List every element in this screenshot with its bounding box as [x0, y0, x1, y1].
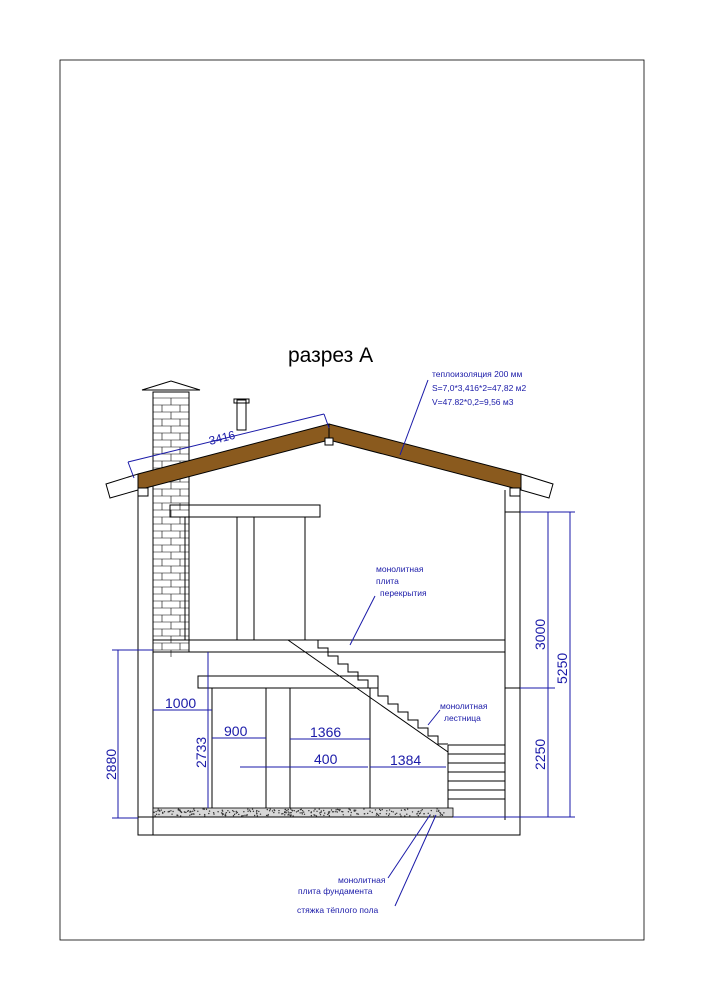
vent-pipe [234, 399, 249, 430]
note-insulation-3: V=47.82*0,2=9,56 м3 [432, 397, 514, 407]
note-foundation-1: монолитная [338, 875, 386, 885]
dim-room-width: 1366 [310, 724, 342, 740]
dim-lower-height: 2250 [532, 738, 548, 770]
dim-upper-height: 3000 [532, 618, 548, 650]
roof-insulation-right [329, 424, 521, 490]
dim-left-height: 2880 [103, 748, 119, 780]
note-slab-1: монолитная [376, 564, 424, 574]
note-foundation-2: плита фундамента [298, 886, 373, 896]
chimney [142, 381, 200, 657]
dim-door-width: 900 [224, 723, 248, 739]
dim-total-height: 5250 [554, 652, 570, 684]
note-slab-3: перекрытия [380, 588, 427, 598]
dim-left-gap: 1000 [165, 695, 197, 711]
dim-stair-width: 1384 [390, 752, 422, 768]
note-screed: стяжка тёплого пола [297, 905, 379, 915]
note-stair-2: лестница [444, 713, 481, 723]
note-insulation-2: S=7,0*3,416*2=47,82 м2 [432, 383, 527, 393]
note-stair-1: монолитная [440, 701, 488, 711]
drawing-title: разрез А [288, 344, 374, 367]
note-slab-2: плита [376, 576, 399, 586]
dim-step-width: 400 [314, 751, 338, 767]
dim-roof-slope: 3416 [207, 427, 237, 448]
dim-inner-height: 2733 [193, 736, 209, 768]
foundation-slab [138, 817, 520, 835]
floor-slab [153, 640, 505, 652]
walls [138, 490, 520, 820]
upper-openings [170, 505, 320, 640]
note-insulation-1: теплоизоляция 200 мм [432, 369, 523, 379]
